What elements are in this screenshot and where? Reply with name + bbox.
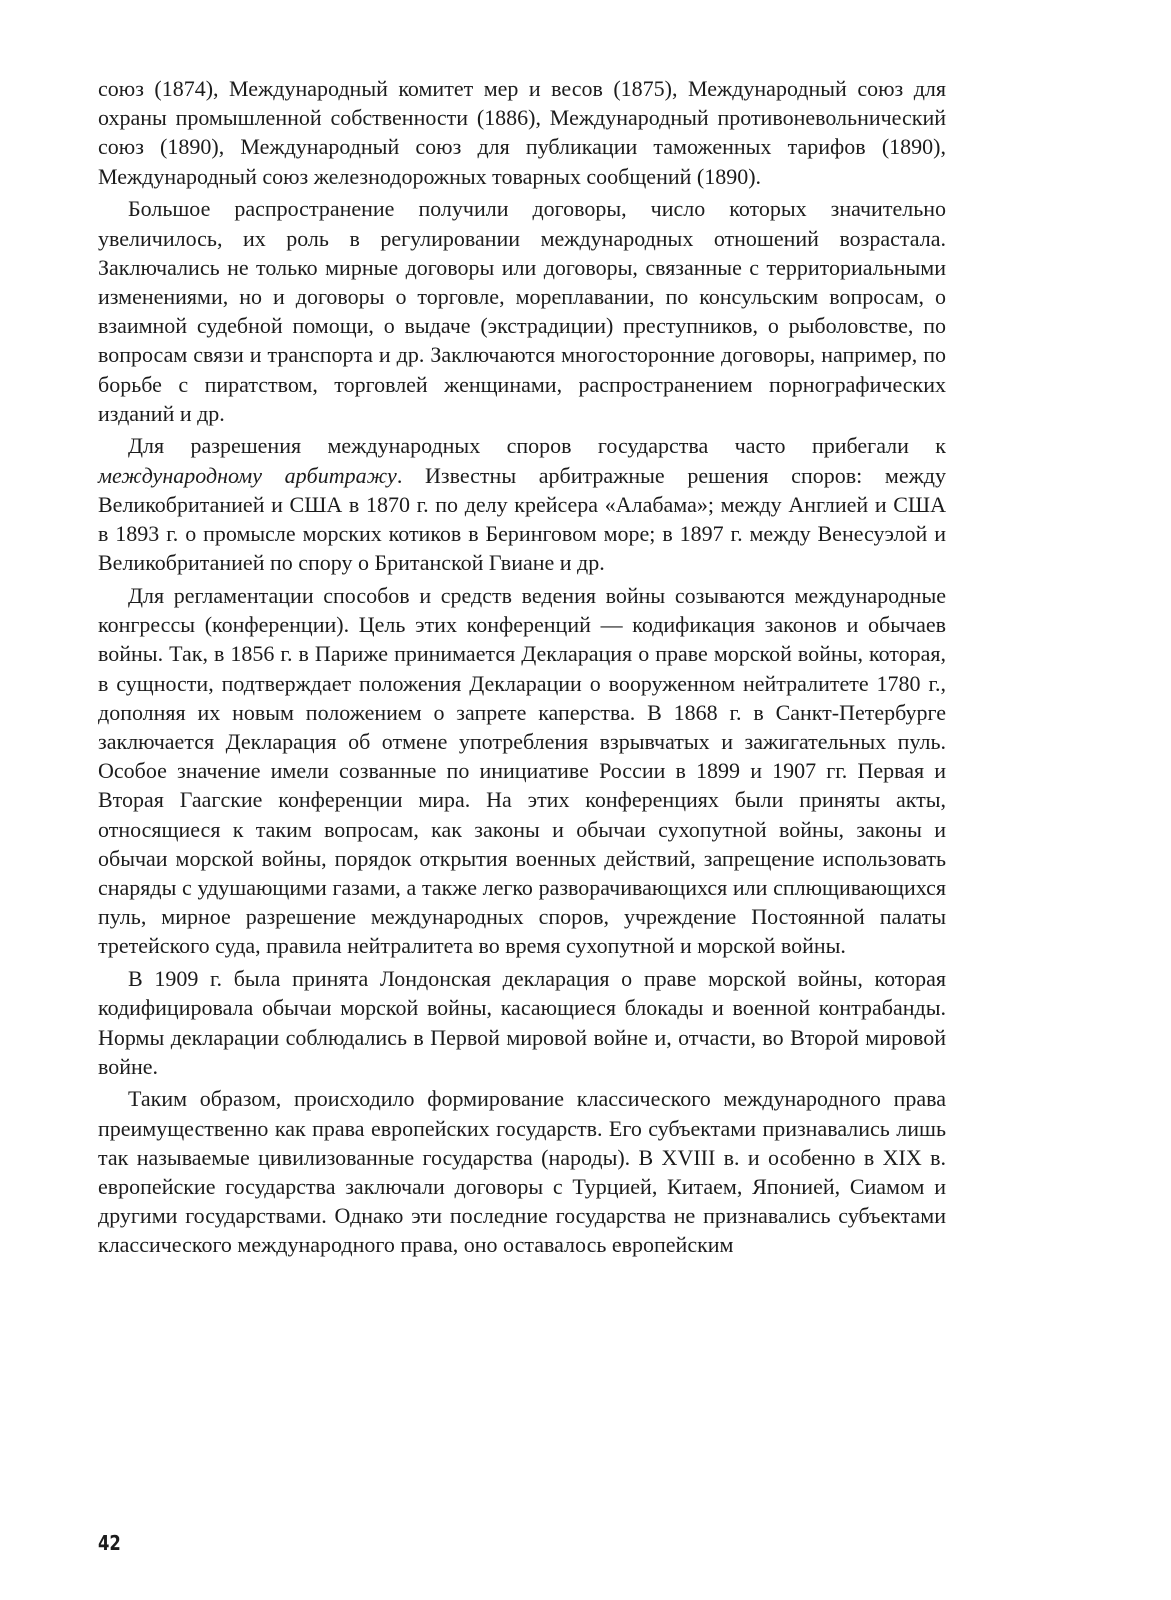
- paragraph-6: [98, 1084, 946, 1259]
- paragraph-2-text: Большое распространение получили договоры, число которых значительно увеличилось, их роль в регулировании международных отношений возрастала. Заключались не только мирные договоры или договоры, связанные с территориальными изменениями, но и договоры о торговле, мореплавании, по консульским вопросам, о взаимной судебной помощи, о выдаче (экстрадиции) преступников, о рыболовстве, по вопросам связи и транспорта и др. Заключаются многосторонние договоры, например, по борьбе с пиратством, торговлей женщинами, распространением порнографических изданий и др.: [98, 196, 946, 426]
- paragraph-1-text: союз (1874), Международный комитет мер и весов (1875), Международный союз для охраны промышленной собственности (1886), Международный противоневольнический союз (1890), Международный союз для публикации таможенных тарифов (1890), Международный союз железнодорожных товарных сообщений (1890).: [98, 76, 946, 189]
- paragraph-2: [98, 194, 946, 428]
- paragraph-3: [98, 431, 946, 577]
- paragraph-6-text: Таким образом, происходило формирование классического международного права преимущественно как права европейских государств. Его субъектами признавались лишь так называемые цивилизованные государства (народы). В XVIII в. и особенно в XIX в. европейские государства заключали договоры с Турцией, Китаем, Японией, Сиамом и другими государствами. Однако эти последние государства не признавались субъектами классического международного права, оно оставалось европейским: [98, 1086, 946, 1258]
- page-number: 42: [98, 1531, 121, 1555]
- paragraph-4-text: Для регламентации способов и средств ведения войны созываются международные конгрессы (конференции). Цель этих конференций — кодификация законов и обычаев войны. Так, в 1856 г. в Париже принимается Декларация о праве морской войны, которая, в сущности, подтверждает положения Декларации о вооруженном нейтралитете 1780 г., дополняя их новым положением о запрете каперства. В 1868 г. в Санкт-Петербурге заключается Декларация об отмене употребления взрывчатых и зажигательных пуль. Особое значение имели созванные по инициативе России в 1899 и 1907 гг. Первая и Вторая Гаагские конференции мира. На этих конференциях были приняты акты, относящиеся к таким вопросам, как законы и обычаи сухопутной войны, законы и обычаи морской войны, порядок открытия военных действий, запрещение использовать снаряды с удушающими газами, а также легко разворачивающихся или сплющивающихся пуль, мирное разрешение международных споров, учреждение Постоянной палаты третейского суда, правила нейтралитета во время сухопутной и морской войны.: [98, 582, 946, 959]
- paragraph-3-text-start: Для разрешения международных споров государства часто прибегали к: [128, 433, 946, 459]
- paragraph-4: [98, 581, 946, 961]
- paragraph-5-text: В 1909 г. была принята Лондонская декларация о праве морской войны, которая кодифицировала обычаи морской войны, касающиеся блокады и военной контрабанды. Нормы декларации соблюдались в Первой мировой войне и, отчасти, во Второй мировой войне.: [98, 966, 946, 1079]
- paragraph-3-italic-term: международному арбитражу: [98, 462, 397, 488]
- page-body: [98, 74, 946, 1494]
- paragraph-1: [98, 74, 946, 191]
- paragraph-5: [98, 964, 946, 1081]
- paragraph-3-text-end: . Известны арбитражные решения споров: между Великобританией и США в 1870 г. по делу крейсера «Алабама»; между Англией и США в 1893 г. о промысле морских котиков в Беринговом море; в 1897 г. между Венесуэлой и Великобританией по спору о Британской Гвиане и др.: [98, 462, 946, 576]
